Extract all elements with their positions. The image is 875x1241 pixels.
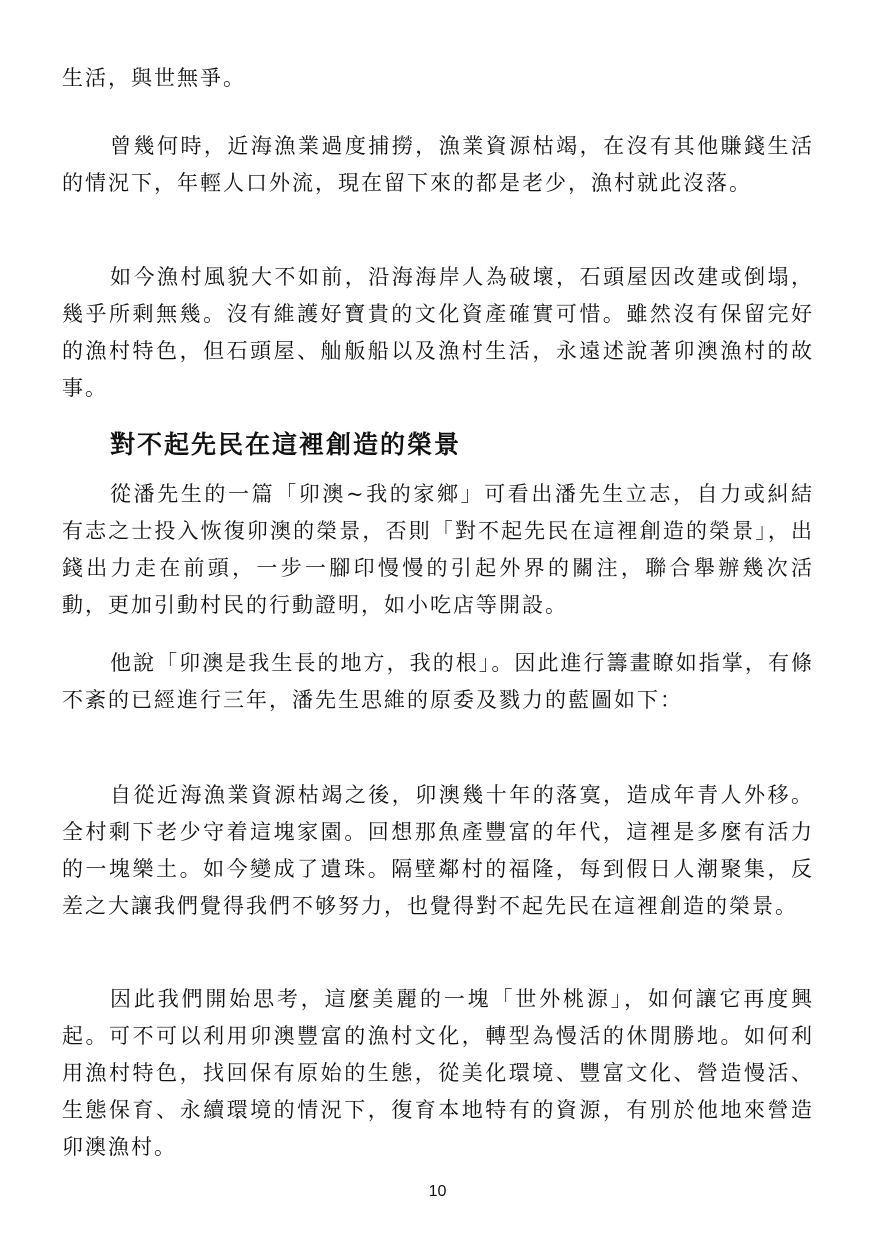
paragraph-revival-plan: 因此我們開始思考，這麼美麗的一塊「世外桃源」，如何讓它再度興起。可不可以利用卯澳豐富的漁村文化，轉型為慢活的休閒勝地。如何利用漁村特色，找回保有原始的生態，從美化環境、豐富文化、營造慢活、生態保育、永續環境的情況下，復育本地特有的資源，有別於他地來營造卯澳漁村。 (62, 987, 814, 1159)
paragraph-continuation: 生活，與世無爭。 (62, 66, 246, 90)
section-heading: 對不起先民在這裡創造的榮景 (110, 430, 462, 459)
paragraph-mr-pan-quote: 他說「卯澳是我生長的地方，我的根」。因此進行籌畫瞭如指掌，有條不紊的已經進行三年，潘先生思維的原委及戮力的藍圖如下： (62, 651, 814, 712)
paragraph-mr-pan-article: 從潘先生的一篇「卯澳~我的家鄉」可看出潘先生立志，自力或糾結有志之士投入恢復卯澳的榮景，否則「對不起先民在這裡創造的榮景」，出錢出力走在前頭，一步一腳印慢慢的引起外界的關注，聯合舉辦幾次活動，更加引動村民的行動證明，如小吃店等開設。 (62, 482, 814, 617)
page-number: 10 (428, 1183, 447, 1200)
paragraph-village-decline: 自從近海漁業資源枯竭之後，卯澳幾十年的落寞，造成年青人外移。全村剩下老少守着這塊家園。回想那魚產豐富的年代，這裡是多麼有活力的一塊樂土。如今變成了遺珠。隔壁鄰村的福隆，每到假日人潮聚集，反差之大讓我們覺得我們不够努力，也覺得對不起先民在這裡創造的榮景。 (62, 783, 814, 918)
paragraph-village-appearance: 如今漁村風貌大不如前，沿海海岸人為破壞，石頭屋因改建或倒塌，幾乎所剩無幾。沒有維護好寶貴的文化資產確實可惜。雖然沒有保留完好的漁村特色，但石頭屋、舢舨船以及漁村生活，永遠述說著卯澳漁村的故事。 (62, 265, 814, 400)
paragraph-fishing-decline: 曾幾何時，近海漁業過度捕撈，漁業資源枯竭，在沒有其他賺錢生活的情況下，年輕人口外流，現在留下來的都是老少，漁村就此沒落。 (62, 134, 814, 195)
